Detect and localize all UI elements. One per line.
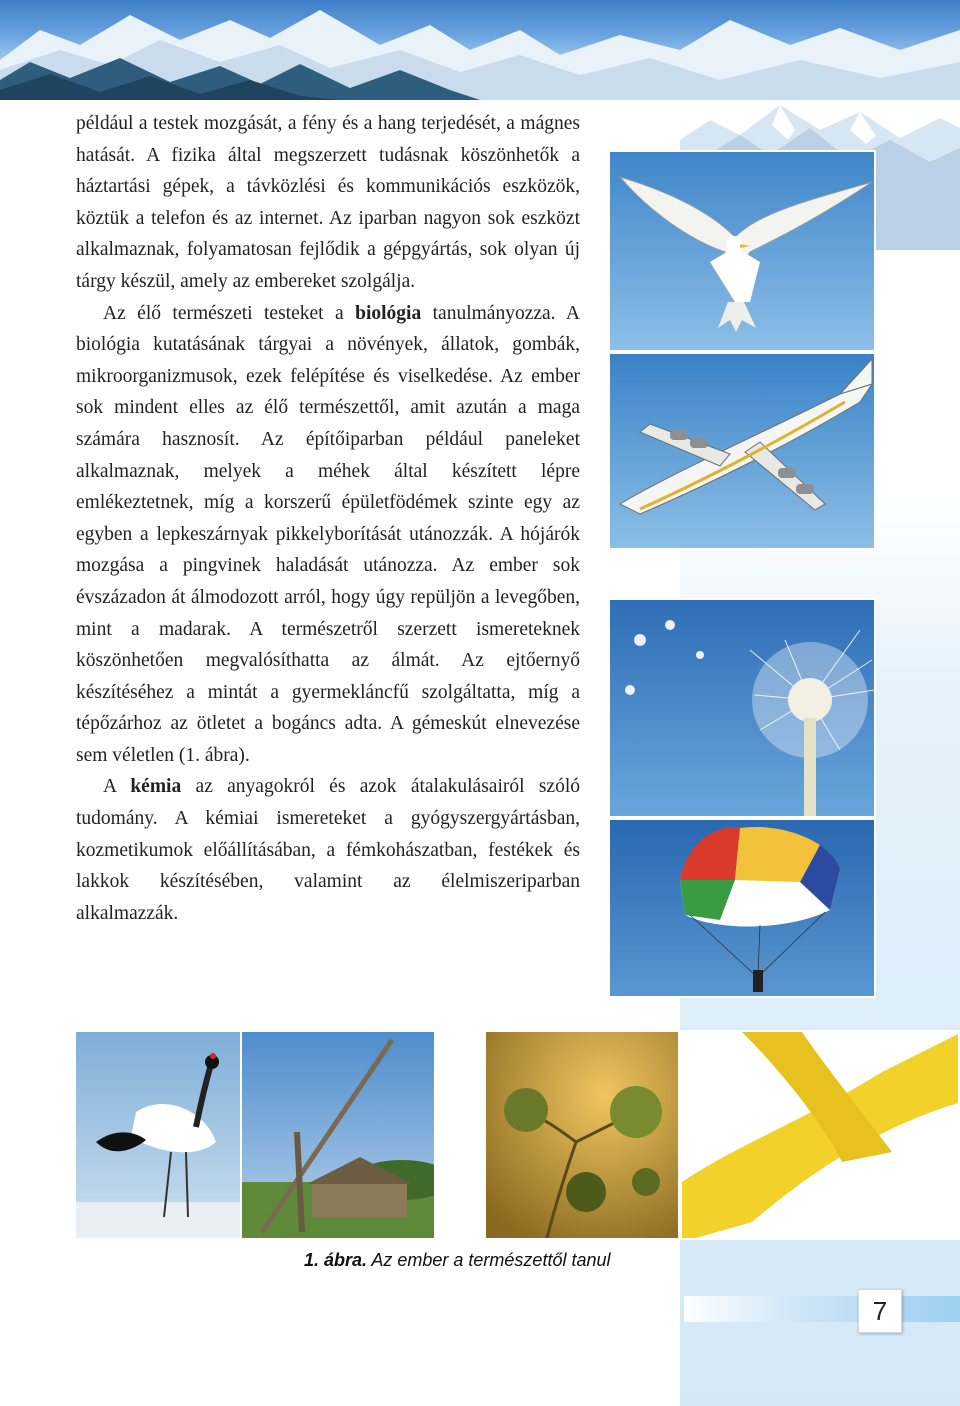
- text-run: például a testek mozgását, a fény és a hang terjedését, a mágnes hatását. A fizika által megszerzett tudásnak köszönhetők a háztartási gépek, a távközlési és kommunikációs eszközök, köztük a telefon és az internet. Az iparban nagyon sok eszközt alkalmaznak, folyamatosan fejlődik a gépgyártás, sok olyan új tárgy készül, amely az embereket szolgálja.: [76, 113, 580, 292]
- paragraph: [76, 771, 580, 929]
- page-number-bar: [684, 1296, 960, 1322]
- photo-burdock: [484, 1030, 680, 1240]
- photo-velcro: [680, 1030, 960, 1240]
- bold-term: kémia: [130, 776, 182, 798]
- text-run: tanulmányozza. A biológia kutatásának tárgyai a növények, állatok, gombák, mikroorganizmusok, ezek felépítése és viselkedése. Az ember sok mindent elles az élő természettől, amit azután a maga számára hasznosít. Az építőiparban például paneleket alkalmaznak, melyek a méhek által készített lépre emlékeztetnek, míg a korszerű épületfödémek szinte egy az egyben a lepkeszárnyak pikkelyborítását utánozzák. A hójárók mozgása a pingvinek haladását utánozza. Az ember sok évszázadon át álmodozott arról, hogy úgy repüljön a levegőben, mint a madarak. A természetről szerzett ismereteknek köszönhetően megvalósíthatta az álmát. Az ejtőernyő készítéséhez a mintát a gyermekláncfű szolgáltatta, míg a tépőzárhoz az ötletet a bogáncs adta. A gémeskút elnevezése sem véletlen (1. ábra).: [76, 302, 580, 766]
- body-text: [76, 108, 580, 929]
- photo-sweep-well: [240, 1030, 436, 1240]
- figure-caption-text: Az ember a természettől tanul: [367, 1250, 611, 1270]
- paragraph: [76, 298, 580, 772]
- photo-crane-and-well: [74, 1030, 242, 1240]
- photo-dandelion: [608, 598, 876, 818]
- text-run: az anyagokról és azok átalakulásairól szóló tudomány. A kémiai ismereteket a gyógyszergyártásban, kozmetikumok előállításában, a fémkohászatban, festékek és lakkok készítésében, valamint az élelmiszeriparban alkalmazzák.: [76, 776, 580, 924]
- paragraph: [76, 108, 580, 298]
- photo-seagull: [608, 150, 876, 352]
- figure-number: 1. ábra.: [304, 1250, 368, 1270]
- photo-airplane: [608, 352, 876, 550]
- figure-caption: [304, 1250, 684, 1271]
- text-run: Az élő természeti testeket a: [103, 302, 356, 324]
- header-mountain-banner: [0, 0, 960, 100]
- photo-parachute: [608, 818, 876, 998]
- bold-term: biológia: [355, 302, 422, 324]
- text-run: A: [103, 776, 131, 798]
- page-number: 7: [858, 1289, 902, 1333]
